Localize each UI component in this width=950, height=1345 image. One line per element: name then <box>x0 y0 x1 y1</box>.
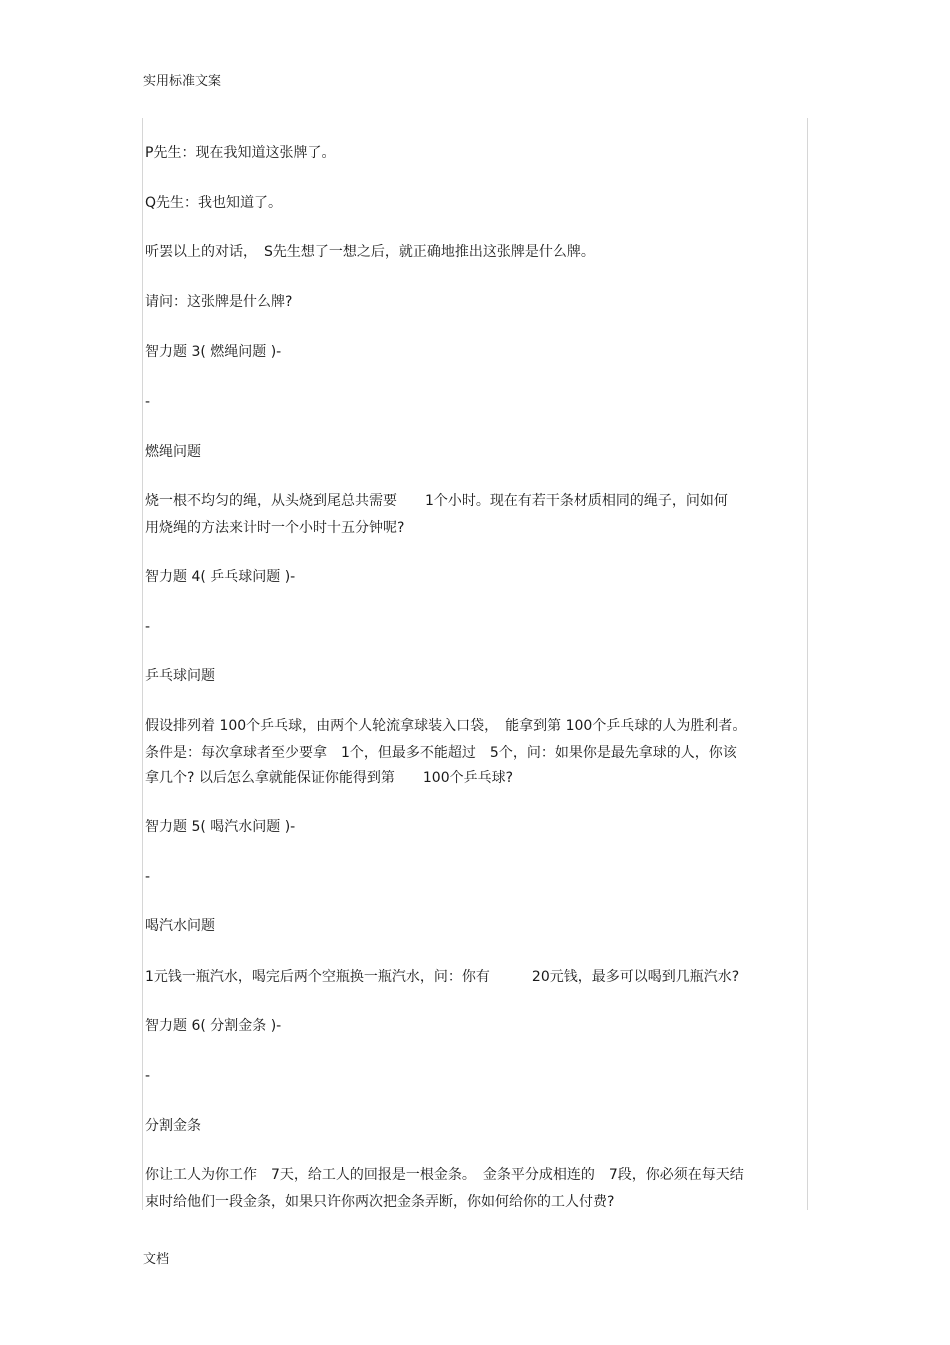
paragraph: 烧一根不均匀的绳，从头烧到尾总共需要 1个小时。现在有若干条材质相同的绳子，问如何 <box>145 493 728 509</box>
problem-title: 喝汽水问题 <box>145 918 215 934</box>
problem-title: 燃绳问题 <box>145 444 201 460</box>
separator-dash: - <box>145 619 151 635</box>
paragraph: 束时给他们一段金条，如果只许你两次把金条弄断，你如何给你的工人付费? <box>145 1194 615 1210</box>
paragraph: P先生：现在我知道这张牌了。 <box>145 145 336 161</box>
page-footer: 文档 <box>143 1252 170 1267</box>
problem-title: 乒乓球问题 <box>145 668 215 684</box>
section-heading: 智力题 4( 乒乓球问题 )- <box>145 569 296 585</box>
paragraph: 1元钱一瓶汽水，喝完后两个空瓶换一瓶汽水，问：你有 20元钱，最多可以喝到几瓶汽水? <box>145 969 740 985</box>
separator-dash: - <box>145 869 151 885</box>
paragraph: 条件是：每次拿球者至少要拿 1个，但最多不能超过 5个，问：如果你是最先拿球的人，你该 <box>145 745 737 761</box>
section-heading: 智力题 5( 喝汽水问题 )- <box>145 819 296 835</box>
paragraph: 听罢以上的对话， S先生想了一想之后，就正确地推出这张牌是什么牌。 <box>145 244 595 260</box>
separator-dash: - <box>145 1068 151 1084</box>
separator-dash: - <box>145 394 151 410</box>
problem-title: 分割金条 <box>145 1118 201 1134</box>
paragraph: 用烧绳的方法来计时一个小时十五分钟呢? <box>145 520 405 536</box>
page-header: 实用标准文案 <box>143 74 222 89</box>
document-body <box>142 118 808 1210</box>
paragraph: 拿几个? 以后怎么拿就能保证你能得到第 100个乒乓球? <box>145 770 514 786</box>
paragraph: 请问：这张牌是什么牌? <box>145 294 293 310</box>
paragraph: 假设排列着 100个乒乓球，由两个人轮流拿球装入口袋， 能拿到第 100个乒乓球的人为胜利者。 <box>145 718 747 734</box>
paragraph: 你让工人为你工作 7天，给工人的回报是一根金条。 金条平分成相连的 7段，你必须在每天结 <box>145 1167 744 1183</box>
section-heading: 智力题 6( 分割金条 )- <box>145 1018 282 1034</box>
paragraph: Q先生：我也知道了。 <box>145 195 283 211</box>
section-heading: 智力题 3( 燃绳问题 )- <box>145 344 282 360</box>
